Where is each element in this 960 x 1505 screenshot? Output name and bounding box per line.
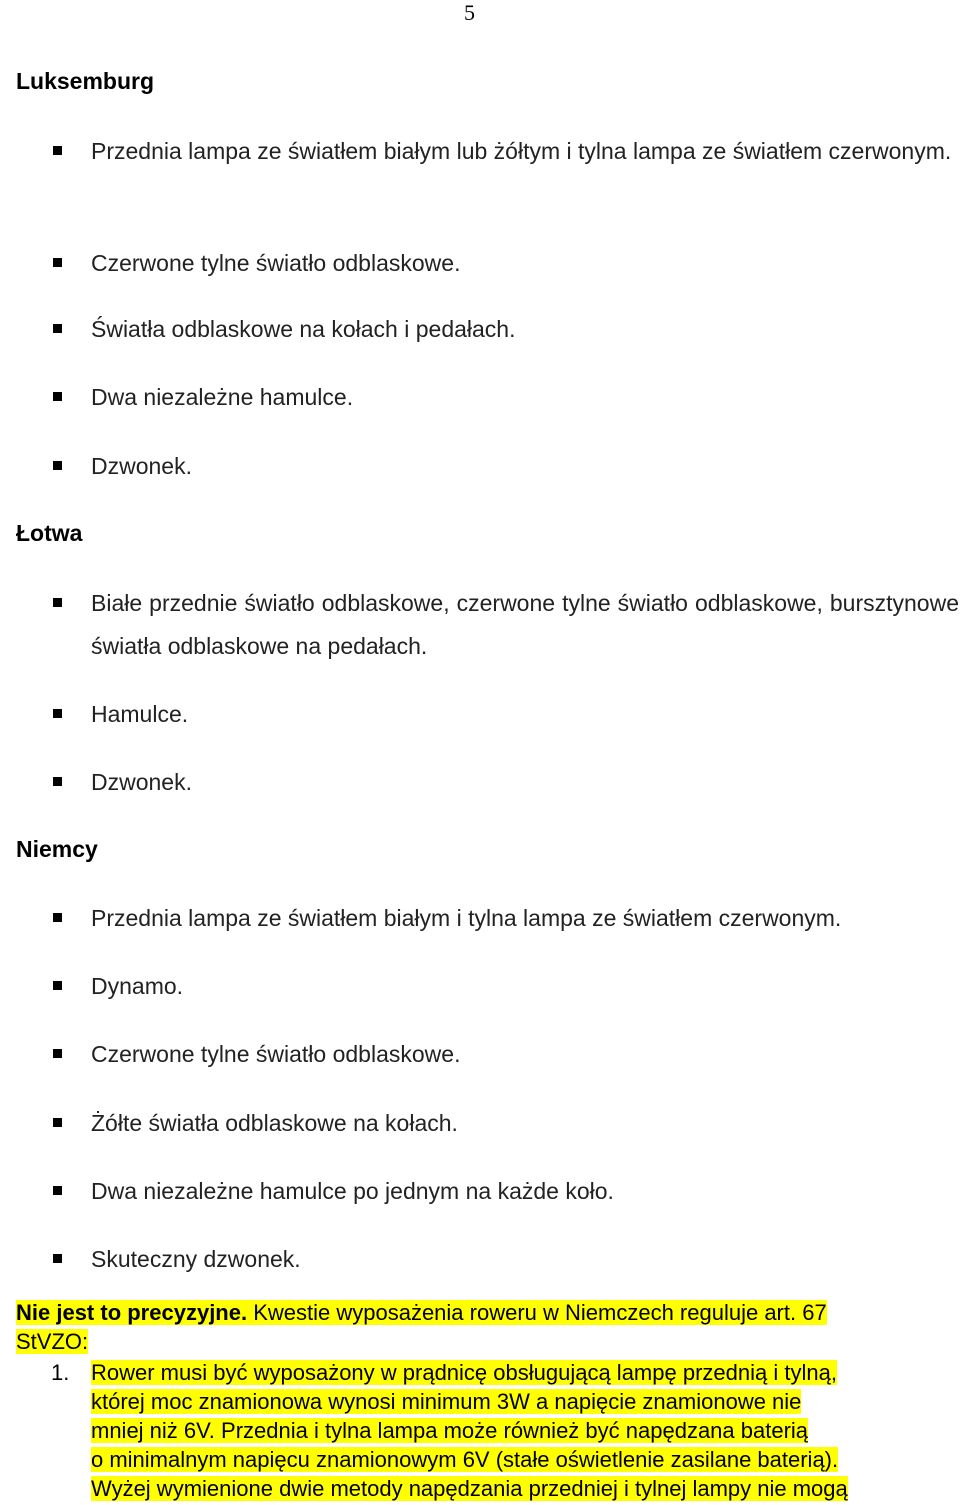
square-bullet-icon [53, 913, 62, 922]
numbered-line: o minimalnym napięcu znamionowym 6V (stałe oświetlenie zasilane baterią). [91, 1447, 839, 1472]
list-item: Dzwonek. [91, 445, 959, 488]
square-bullet-icon [53, 1254, 62, 1263]
section-heading-lotwa: Łotwa [16, 520, 83, 546]
note-text-continued: StVZO: [16, 1329, 89, 1354]
square-bullet-icon [53, 461, 62, 470]
square-bullet-icon [53, 777, 62, 786]
numbered-line: Rower musi być wyposażony w prądnicę obsługującą lampę przednią i tylną, [91, 1360, 837, 1385]
list-item: Przednia lampa ze światłem białym lub żółtym i tylna lampa ze światłem czerwonym. [91, 130, 959, 173]
square-bullet-icon [53, 1118, 62, 1127]
numbered-item [51, 1358, 953, 1503]
list-item: Skuteczny dzwonek. [91, 1238, 959, 1281]
square-bullet-icon [53, 1049, 62, 1058]
page-number: 5 [464, 0, 475, 25]
square-bullet-icon [53, 598, 62, 607]
square-bullet-icon [53, 392, 62, 401]
square-bullet-icon [53, 146, 62, 155]
list-item: Światła odblaskowe na kołach i pedałach. [91, 308, 959, 351]
list-item: Dwa niezależne hamulce. [91, 376, 959, 419]
note-text: Kwestie wyposażenia roweru w Niemczech reguluje art. 67 [247, 1300, 827, 1325]
numbered-line: Wyżej wymienione dwie metody napędzania przedniej i tylnej lampy nie mogą [91, 1476, 848, 1501]
list-item: Czerwone tylne światło odblaskowe. [91, 1033, 959, 1076]
list-item: Czerwone tylne światło odblaskowe. [91, 242, 959, 285]
list-item: Dynamo. [91, 965, 959, 1008]
item-number: 1. [51, 1360, 70, 1385]
list-item: Przednia lampa ze światłem białym i tylna lampa ze światłem czerwonym. [91, 897, 959, 940]
list-item: Hamulce. [91, 693, 959, 736]
list-item: Dzwonek. [91, 761, 959, 804]
square-bullet-icon [53, 324, 62, 333]
list-item: Żółte światła odblaskowe na kołach. [91, 1102, 959, 1145]
highlighted-note [16, 1298, 946, 1356]
numbered-line: mniej niż 6V. Przednia i tylna lampa może również być napędzana baterią [91, 1418, 809, 1443]
list-item: Dwa niezależne hamulce po jednym na każde koło. [91, 1170, 959, 1213]
note-bold-text: Nie jest to precyzyjne. [16, 1300, 248, 1325]
square-bullet-icon [53, 1186, 62, 1195]
section-heading-luksemburg: Luksemburg [16, 68, 155, 94]
square-bullet-icon [53, 258, 62, 267]
square-bullet-icon [53, 709, 62, 718]
square-bullet-icon [53, 981, 62, 990]
numbered-line: której moc znamionowa wynosi minimum 3W a napięcie znamionowe nie [91, 1389, 802, 1414]
list-item: Białe przednie światło odblaskowe, czerwone tylne światło odblaskowe, bursztynowe światła odblaskowe na pedałach. [91, 582, 959, 668]
section-heading-niemcy: Niemcy [16, 836, 98, 862]
